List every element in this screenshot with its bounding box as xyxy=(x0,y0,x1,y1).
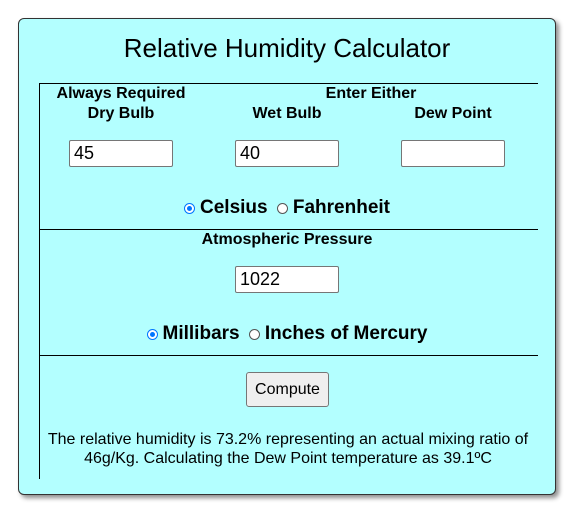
millibars-option[interactable] xyxy=(147,323,240,345)
calculator-panel xyxy=(18,18,556,495)
celsius-option[interactable] xyxy=(184,197,268,219)
dry-bulb-input[interactable] xyxy=(69,140,173,167)
inches-of-mercury-label: Inches of Mercury xyxy=(264,323,428,344)
celsius-radio[interactable] xyxy=(184,203,195,214)
fahrenheit-radio[interactable] xyxy=(277,203,288,214)
dry-bulb-label: Dry Bulb xyxy=(87,105,155,122)
divider-bottom xyxy=(39,355,538,356)
dew-point-input[interactable] xyxy=(401,140,505,167)
page-title: Relative Humidity Calculator xyxy=(123,33,451,63)
celsius-label: Celsius xyxy=(200,197,268,218)
atmospheric-pressure-label: Atmospheric Pressure xyxy=(201,231,373,248)
wet-bulb-input[interactable] xyxy=(235,140,339,167)
temperature-unit-group xyxy=(19,197,555,220)
fahrenheit-label: Fahrenheit xyxy=(292,197,390,218)
divider-left xyxy=(39,83,40,479)
pressure-input[interactable] xyxy=(235,266,339,293)
inches-of-mercury-option[interactable] xyxy=(249,323,428,345)
fahrenheit-option[interactable] xyxy=(277,197,390,219)
result-text: The relative humidity is 73.2% representing an actual mixing ratio of 46g/Kg. Calculating the Dew Point temperature as 39.1ºC xyxy=(47,431,529,467)
millibars-radio[interactable] xyxy=(147,329,158,340)
divider-middle xyxy=(39,229,538,230)
dew-point-label: Dew Point xyxy=(414,105,492,122)
always-required-label: Always Required xyxy=(56,85,186,102)
enter-either-label: Enter Either xyxy=(325,85,417,102)
compute-button[interactable]: Compute xyxy=(246,372,329,407)
divider-top xyxy=(39,83,538,84)
inches-of-mercury-radio[interactable] xyxy=(249,329,260,340)
wet-bulb-label: Wet Bulb xyxy=(252,105,322,122)
pressure-unit-group xyxy=(19,323,555,346)
millibars-label: Millibars xyxy=(162,323,240,344)
